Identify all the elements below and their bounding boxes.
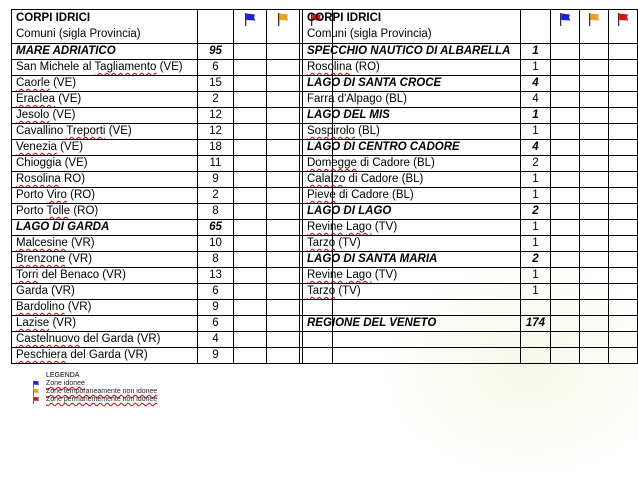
orange-cell [267,188,300,204]
table-row [303,92,638,108]
red-cell [608,348,637,364]
count-cell: 4 [521,140,551,156]
blue-flag-icon [243,12,257,26]
blue-cell [234,268,267,284]
red-cell [608,332,637,348]
blue-cell [234,156,267,172]
group-row [303,140,638,156]
water-body-name: Calalzo di Cadore (BL) [303,172,521,188]
blue-flag-icon [32,380,40,388]
table-row [12,268,333,284]
orange-cell [579,220,608,236]
orange-cell [267,332,300,348]
water-body-name: Caorle (VE) [12,76,198,92]
blue-cell [550,124,579,140]
orange-cell [579,284,608,300]
blue-cell [550,156,579,172]
blue-cell [234,172,267,188]
red-flag-icon [616,12,630,26]
count-cell: 10 [198,236,234,252]
table-row [12,140,333,156]
count-cell: 1 [521,236,551,252]
orange-cell [267,60,300,76]
count-cell: 18 [198,140,234,156]
orange-cell [579,236,608,252]
count-cell: 2 [521,252,551,268]
count-cell: 1 [521,188,551,204]
count-cell: 6 [198,316,234,332]
count-cell: 4 [521,76,551,92]
red-cell [608,188,637,204]
water-body-name: Tarzo (TV) [303,284,521,300]
water-body-name [303,300,521,316]
orange-cell [267,236,300,252]
count-cell: 1 [521,44,551,60]
count-cell: 1 [521,220,551,236]
table-row [12,332,333,348]
table-row [303,348,638,364]
table-row [12,252,333,268]
count-header [521,10,551,44]
water-body-name: LAGO DI SANTA MARIA [303,252,521,268]
orange-cell [579,204,608,220]
count-cell: 12 [198,124,234,140]
red-cell [608,252,637,268]
flag-header-blue [234,10,267,44]
orange-cell [579,60,608,76]
water-body-name: LAGO DI SANTA CROCE [303,76,521,92]
orange-cell [579,92,608,108]
orange-cell [579,268,608,284]
blue-cell [550,172,579,188]
count-cell: 8 [198,252,234,268]
count-cell: 1 [521,172,551,188]
group-row [303,252,638,268]
red-cell [608,316,637,332]
blue-cell [550,268,579,284]
count-cell: 1 [521,124,551,140]
legend-item-label: Zone permanentemente non idonee [46,396,158,403]
blue-cell [550,92,579,108]
table-row [12,204,333,220]
legend [32,372,157,404]
orange-cell [579,124,608,140]
orange-cell [579,76,608,92]
orange-cell [579,316,608,332]
table-row [12,316,333,332]
table-row [12,284,333,300]
blue-cell [234,76,267,92]
orange-flag-icon [587,12,601,26]
blue-cell [234,60,267,76]
count-cell: 9 [198,300,234,316]
count-cell: 1 [521,268,551,284]
water-body-name: Castelnuovo del Garda (VR) [12,332,198,348]
legend-item-label: Zone idonee [46,380,85,387]
blue-cell [550,220,579,236]
count-cell [521,348,551,364]
legend-item [32,388,157,396]
table-row [12,76,333,92]
count-cell: 4 [521,92,551,108]
count-cell: 1 [521,284,551,300]
water-body-name: MARE ADRIATICO [12,44,198,60]
count-cell: 6 [198,60,234,76]
water-body-name: San Michele al Tagliamento (VE) [12,60,198,76]
orange-cell [267,316,300,332]
table-row [12,172,333,188]
count-cell [521,300,551,316]
blue-cell [550,140,579,156]
red-cell [608,76,637,92]
blue-cell [550,236,579,252]
red-cell [608,236,637,252]
blue-cell [550,284,579,300]
count-cell: 2 [198,92,234,108]
water-body-name: Garda (VR) [12,284,198,300]
count-cell: 12 [198,108,234,124]
water-body-name: Eraclea (VE) [12,92,198,108]
orange-cell [267,284,300,300]
red-cell [608,124,637,140]
table-row [303,188,638,204]
water-body-name: Revine Lago (TV) [303,268,521,284]
table-row [303,284,638,300]
table-row [12,188,333,204]
water-body-name: LAGO DI CENTRO CADORE [303,140,521,156]
blue-cell [550,108,579,124]
orange-cell [267,252,300,268]
red-cell [608,44,637,60]
blue-cell [550,332,579,348]
red-cell [608,60,637,76]
red-cell [608,92,637,108]
table-row [303,332,638,348]
water-body-name [303,348,521,364]
legend-item-label: Zone temporaneamente non idonee [46,388,158,395]
water-body-name: LAGO DI GARDA [12,220,198,236]
flag-header-blue [550,10,579,44]
blue-cell [550,348,579,364]
count-cell: 2 [198,188,234,204]
water-body-name: Revine Lago (TV) [303,220,521,236]
table-row [303,172,638,188]
orange-flag-icon [276,12,290,26]
count-cell: 95 [198,44,234,60]
count-cell: 9 [198,348,234,364]
water-body-name: LAGO DEL MIS [303,108,521,124]
red-cell [608,140,637,156]
header-title: CORPI IDRICI [307,12,382,24]
blue-cell [234,108,267,124]
blue-cell [550,60,579,76]
table-row [303,124,638,140]
red-cell [608,204,637,220]
red-cell [608,268,637,284]
table-row [12,300,333,316]
table-row [12,348,333,364]
group-row [12,220,333,236]
orange-cell [267,300,300,316]
count-cell: 1 [521,60,551,76]
legend-title: LEGENDA [46,372,80,379]
orange-cell [267,108,300,124]
water-body-name: Domegge di Cadore (BL) [303,156,521,172]
orange-cell [579,188,608,204]
water-body-name: Brenzone (VR) [12,252,198,268]
water-body-name: Rosolina (RO) [303,60,521,76]
left-water-bodies-table [11,9,333,364]
flag-header-orange [579,10,608,44]
group-row [12,44,333,60]
water-body-name: Rosolina RO) [12,172,198,188]
water-body-name: Bardolino (VR) [12,300,198,316]
blue-cell [234,332,267,348]
table-row [303,236,638,252]
count-cell: 2 [521,204,551,220]
orange-cell [267,268,300,284]
water-body-name: Farra d'Alpago (BL) [303,92,521,108]
orange-cell [267,348,300,364]
water-body-name: Cavallino Treporti (VE) [12,124,198,140]
count-cell: 1 [521,108,551,124]
blue-cell [234,188,267,204]
orange-cell [267,124,300,140]
blue-cell [550,76,579,92]
water-body-name: Venezia (VE) [12,140,198,156]
red-cell [608,156,637,172]
red-cell [608,300,637,316]
red-cell [608,172,637,188]
orange-cell [579,44,608,60]
count-cell: 11 [198,156,234,172]
orange-cell [579,108,608,124]
red-cell [608,284,637,300]
table-row [12,124,333,140]
red-flag-icon [32,396,40,404]
red-cell [608,220,637,236]
orange-cell [579,332,608,348]
group-row [303,204,638,220]
red-cell [608,108,637,124]
water-body-name: Pieve di Cadore (BL) [303,188,521,204]
orange-cell [579,140,608,156]
water-body-name: SPECCHIO NAUTICO DI ALBARELLA [303,44,521,60]
table-row [12,236,333,252]
water-body-name: REGIONE DEL VENETO [303,316,521,332]
group-row [303,44,638,60]
blue-cell [234,284,267,300]
group-row [303,316,638,332]
orange-cell [267,220,300,236]
blue-flag-icon [558,12,572,26]
blue-cell [550,44,579,60]
orange-cell [267,76,300,92]
group-row [303,108,638,124]
blue-cell [550,316,579,332]
table-row [12,60,333,76]
blue-cell [234,220,267,236]
orange-cell [267,140,300,156]
count-cell: 15 [198,76,234,92]
water-body-name: Sospirolo (BL) [303,124,521,140]
flag-header-red [608,10,637,44]
orange-cell [579,300,608,316]
orange-cell [579,156,608,172]
header-subtitle: Comuni (sigla Provincia) [16,28,141,40]
blue-cell [234,252,267,268]
blue-cell [234,92,267,108]
count-cell: 174 [521,316,551,332]
group-row [303,76,638,92]
blue-cell [234,44,267,60]
count-cell: 4 [198,332,234,348]
table-row [303,156,638,172]
table-header-row [12,10,333,44]
orange-cell [267,204,300,220]
water-body-name: Malcesine (VR) [12,236,198,252]
count-cell: 9 [198,172,234,188]
count-cell: 6 [198,284,234,300]
water-body-name: Chioggia (VE) [12,156,198,172]
legend-item [32,396,157,404]
blue-cell [234,236,267,252]
water-body-name: Tarzo (TV) [303,236,521,252]
blue-cell [550,188,579,204]
orange-cell [267,172,300,188]
blue-cell [234,300,267,316]
header-subtitle: Comuni (sigla Provincia) [307,28,432,40]
water-body-name: Jesolo (VE) [12,108,198,124]
header-title: CORPI IDRICI [16,12,91,24]
blue-cell [234,204,267,220]
water-body-name: LAGO DI LAGO [303,204,521,220]
legend-item [32,380,157,388]
table-row [12,92,333,108]
orange-cell [579,172,608,188]
blue-cell [234,140,267,156]
water-body-name [303,332,521,348]
water-body-name: Torri del Benaco (VR) [12,268,198,284]
blue-cell [550,300,579,316]
flag-header-orange [267,10,300,44]
water-body-name: Porto Viro (RO) [12,188,198,204]
header-cell [303,10,521,44]
count-cell [521,332,551,348]
orange-cell [579,348,608,364]
count-cell: 13 [198,268,234,284]
orange-cell [267,44,300,60]
count-cell: 65 [198,220,234,236]
blue-cell [234,348,267,364]
orange-cell [267,156,300,172]
header-cell [12,10,198,44]
table-row [303,60,638,76]
blue-cell [234,124,267,140]
table-row [12,156,333,172]
table-row [303,300,638,316]
right-water-bodies-table [302,9,638,364]
table-header-row [303,10,638,44]
count-header [198,10,234,44]
water-body-name: Lazise (VR) [12,316,198,332]
count-cell: 8 [198,204,234,220]
table-row [303,268,638,284]
blue-cell [234,316,267,332]
water-body-name: Porto Tolle (RO) [12,204,198,220]
water-body-name: Peschiera del Garda (VR) [12,348,198,364]
table-row [12,108,333,124]
orange-flag-icon [32,388,40,396]
table-row [303,220,638,236]
count-cell: 2 [521,156,551,172]
blue-cell [550,252,579,268]
orange-cell [267,92,300,108]
blue-cell [550,204,579,220]
orange-cell [579,252,608,268]
